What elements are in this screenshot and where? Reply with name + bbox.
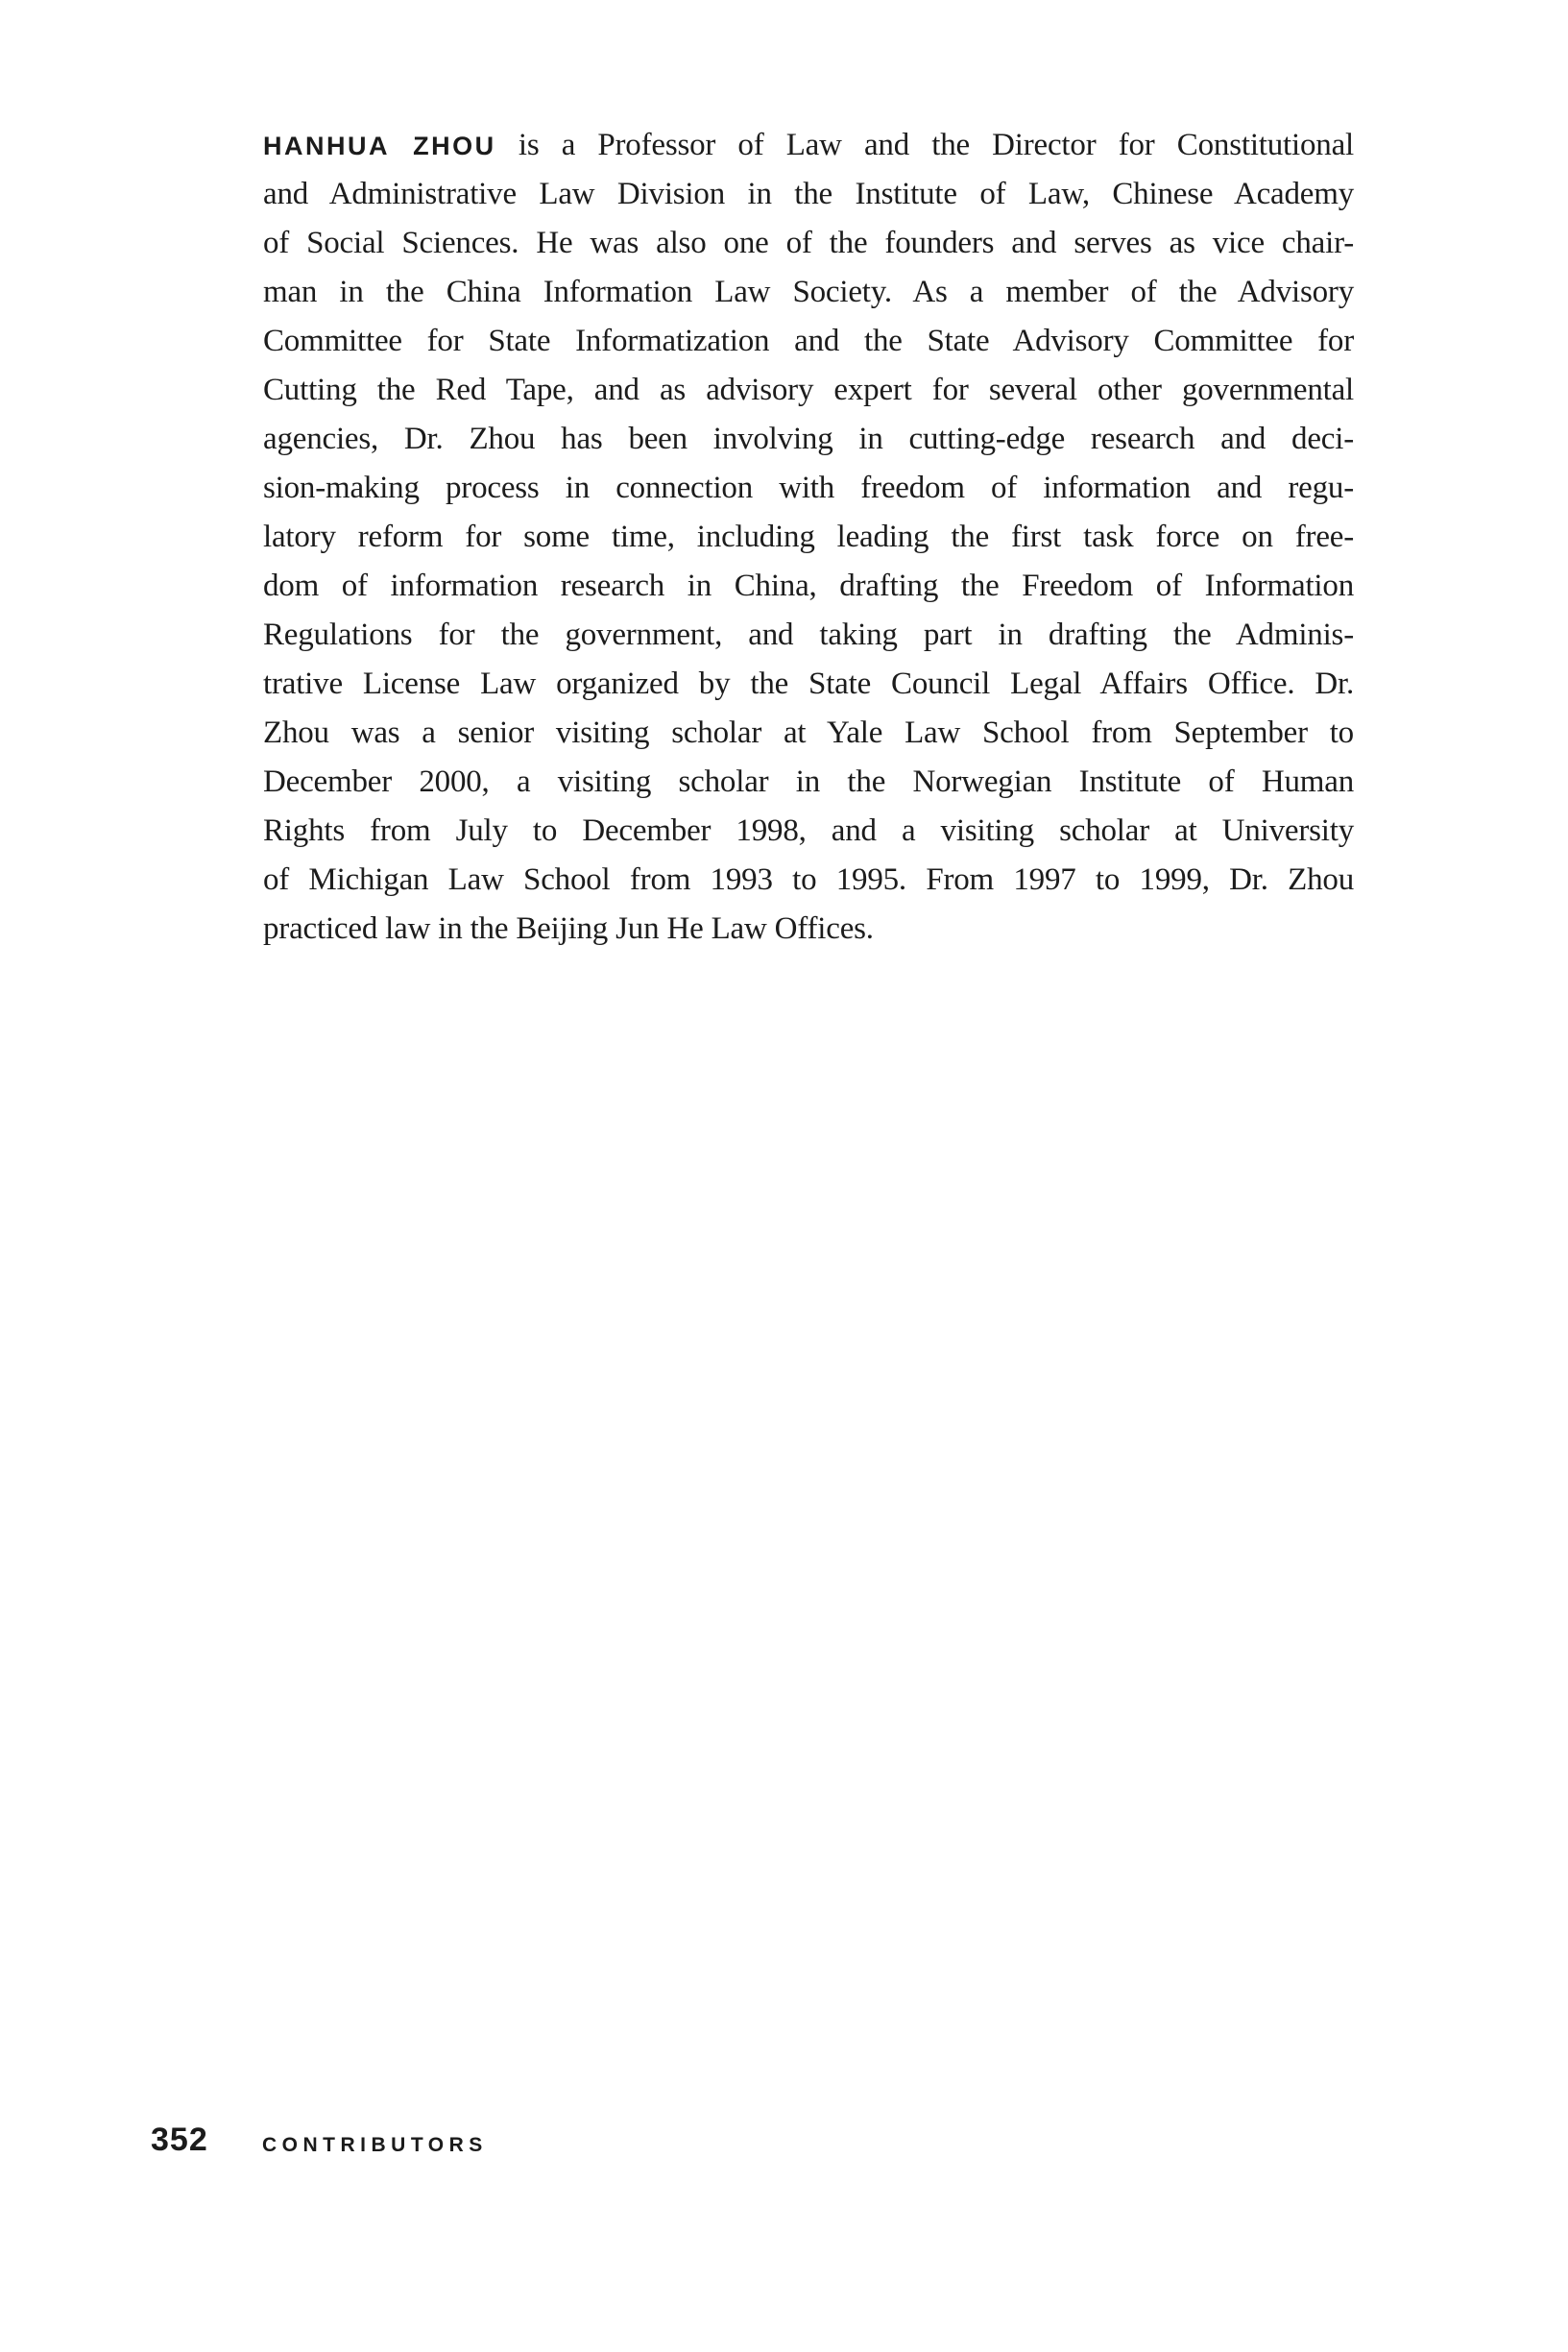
bio-line: trative License Law organized by the State Council Legal Affairs Office. Dr. <box>263 667 1354 701</box>
bio-line: Cutting the Red Tape, and as advisory expert for several other governmental <box>263 373 1354 407</box>
contributor-bio <box>263 121 1354 954</box>
bio-line: Regulations for the government, and taking part in drafting the Adminis- <box>263 618 1354 652</box>
bio-line: Rights from July to December 1998, and a visiting scholar at University <box>263 813 1354 848</box>
bio-line: of Michigan Law School from 1993 to 1995. From 1997 to 1999, Dr. Zhou <box>263 862 1354 897</box>
contributor-name: HANHUA ZHOU <box>263 132 496 160</box>
bio-line: practiced law in the Beijing Jun He Law Offices. <box>263 911 874 946</box>
bio-line: December 2000, a visiting scholar in the Norwegian Institute of Human <box>263 764 1354 799</box>
bio-line: latory reform for some time, including leading the first task force on free- <box>263 520 1354 554</box>
bio-line: HANHUA ZHOU is a Professor of Law and the Director for Constitutional <box>263 128 1355 162</box>
page-number: 352 <box>151 2122 208 2158</box>
bio-line: agencies, Dr. Zhou has been involving in cutting-edge research and deci- <box>263 422 1354 456</box>
bio-line: dom of information research in China, drafting the Freedom of Information <box>263 569 1354 603</box>
bio-line: and Administrative Law Division in the Institute of Law, Chinese Academy <box>263 177 1354 211</box>
bio-line: of Social Sciences. He was also one of the founders and serves as vice chair- <box>263 226 1354 260</box>
bio-line: Committee for State Informatization and the State Advisory Committee for <box>263 324 1354 358</box>
running-head: CONTRIBUTORS <box>262 2134 488 2156</box>
bio-line: sion-making process in connection with freedom of information and regu- <box>263 471 1354 505</box>
bio-line: man in the China Information Law Society. As a member of the Advisory <box>263 275 1354 309</box>
bio-line: Zhou was a senior visiting scholar at Yale Law School from September to <box>263 715 1354 750</box>
